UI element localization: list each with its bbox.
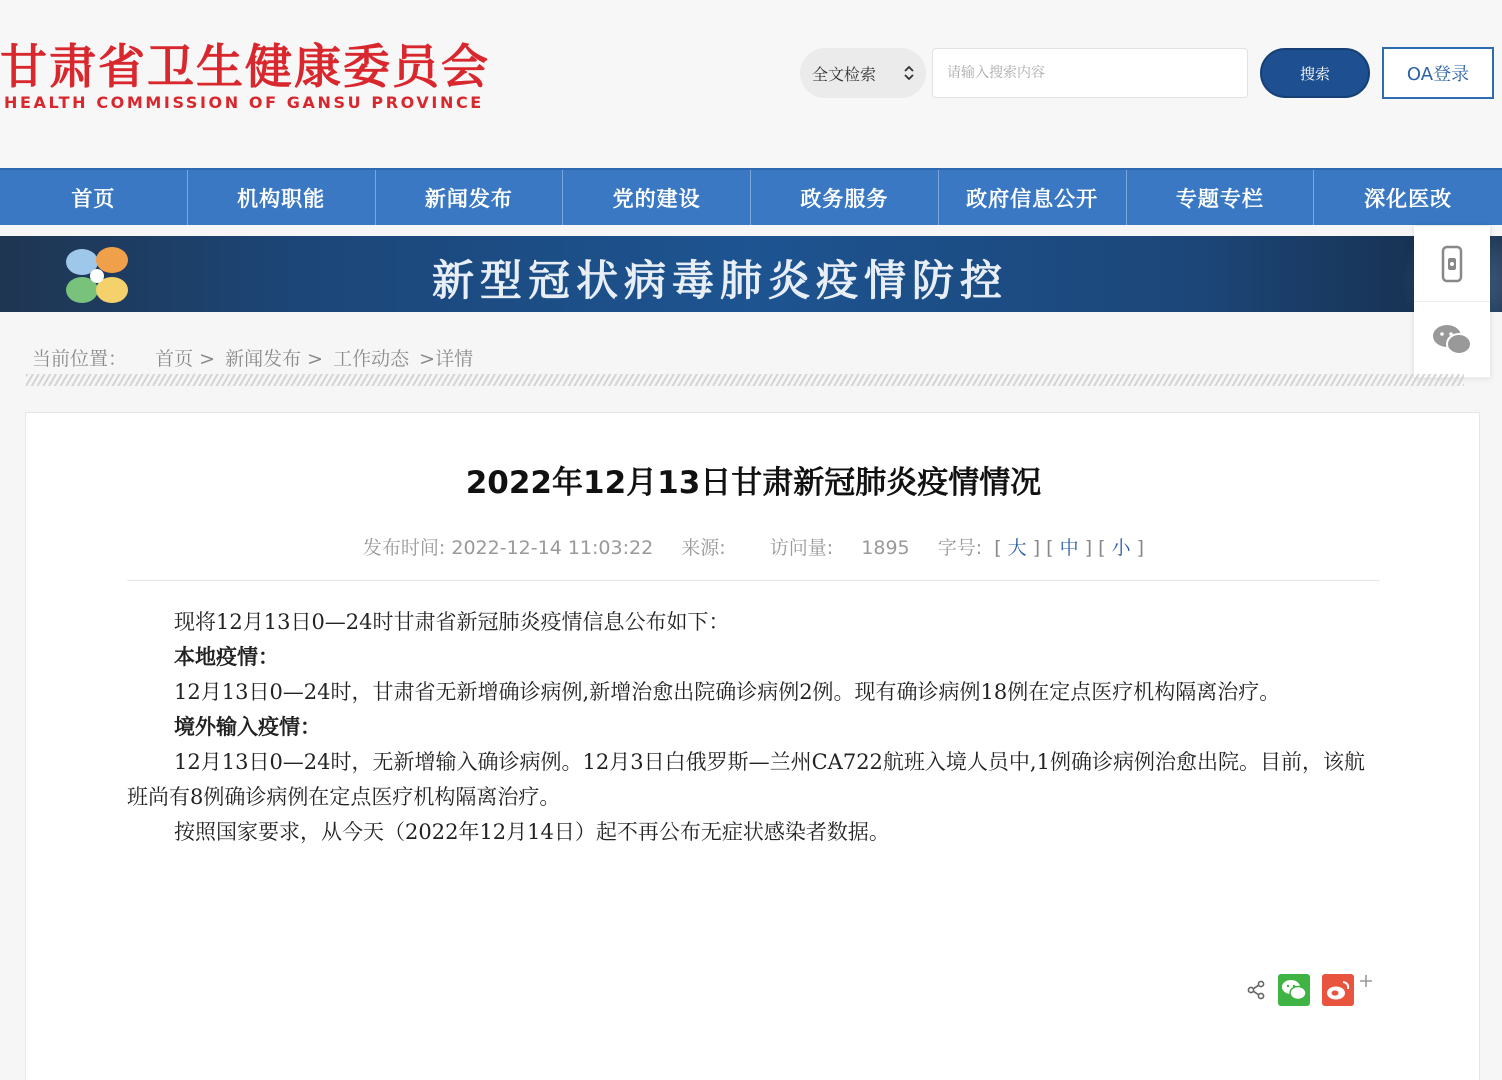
section-heading-local: 本地疫情： (174, 645, 279, 669)
search-input[interactable] (932, 48, 1248, 98)
wechat-float-button[interactable] (1414, 302, 1490, 378)
nav-item-home[interactable]: 首页 (0, 170, 188, 225)
breadcrumb-news[interactable]: 新闻发布 > (225, 348, 324, 370)
site-logo-en: HEALTH COMMISSION OF GANSU PROVINCE (4, 93, 484, 112)
section-heading-imported: 境外输入疫情： (174, 715, 321, 739)
share-bar (1234, 973, 1374, 1007)
article-paragraph: 12月13日0—24时，甘肃省无新增确诊病例,新增治愈出院确诊病例2例。现有确诊病例18例在定点医疗机构隔离治疗。 (174, 680, 1281, 704)
breadcrumb-label: 当前位置： (32, 348, 128, 370)
nav-item-topics[interactable]: 专题专栏 (1127, 170, 1315, 225)
chevron-updown-icon (902, 62, 916, 84)
nav-item-disclosure[interactable]: 政府信息公开 (939, 170, 1127, 225)
site-logo-cn[interactable]: 甘肃省卫生健康委员会 (0, 40, 490, 95)
font-size-small-button[interactable]: 小 (1111, 537, 1131, 559)
views-label: 访问量: (769, 537, 834, 559)
weibo-share-icon[interactable] (1322, 974, 1354, 1006)
search-scope-select[interactable] (800, 48, 926, 98)
article-paragraph: 按照国家要求，从今天（2022年12月14日）起不再公布无症状感染者数据。 (174, 820, 890, 844)
views-count: 1895 (861, 537, 910, 559)
breadcrumb (32, 344, 477, 371)
mobile-version-button[interactable] (1414, 226, 1490, 302)
more-share-icon[interactable] (1358, 973, 1374, 989)
mobile-icon (1438, 244, 1466, 284)
main-nav (0, 168, 1502, 225)
breadcrumb-divider (26, 374, 1464, 386)
article-meta: 发布时间: 2022-12-14 11:03:22 来源: 访问量: 1895 字号: [ 大 ] [ 中 ] [ 小 ] (362, 537, 1145, 559)
breadcrumb-home[interactable]: 首页 > (155, 348, 216, 370)
publish-time-label: 发布时间: (362, 537, 446, 559)
article-title: 2022年12月13日甘肃新冠肺炎疫情情况 (465, 465, 1042, 501)
nav-item-institution[interactable]: 机构职能 (188, 170, 376, 225)
article-container (25, 412, 1480, 1080)
nav-item-party[interactable]: 党的建设 (563, 170, 751, 225)
search-scope-label: 全文检索 (812, 64, 877, 84)
banner-title: 新型冠状病毒肺炎疫情防控 (431, 256, 1008, 305)
breadcrumb-work[interactable]: 工作动态 (333, 348, 410, 370)
wechat-share-icon[interactable] (1278, 974, 1310, 1006)
article-paragraph: 现将12月13日0—24时甘肃省新冠肺炎疫情信息公布如下： (174, 610, 730, 634)
publish-time: 2022-12-14 11:03:22 (451, 537, 654, 559)
site-header (0, 0, 1502, 168)
font-size-label: 字号: (937, 537, 983, 559)
share-icon[interactable] (1246, 980, 1266, 1000)
wechat-icon (1431, 322, 1473, 358)
covid-banner[interactable] (0, 236, 1502, 312)
article-paragraph: 12月13日0—24时，无新增输入确诊病例。12月3日白俄罗斯—兰州CA722航班入境人员中,1例确诊病例治愈出院。目前，该航班尚有8例确诊病例在定点医疗机构隔离治疗。 (127, 750, 1365, 809)
oa-login-button[interactable]: OA登录 (1382, 47, 1494, 99)
breadcrumb-detail: >详情 (419, 348, 474, 370)
font-size-medium-button[interactable]: 中 (1059, 537, 1079, 559)
font-size-large-button[interactable]: 大 (1007, 537, 1027, 559)
meta-divider (127, 580, 1380, 581)
search-button[interactable]: 搜索 (1260, 48, 1370, 98)
floating-share-panel (1414, 226, 1490, 378)
article-body (127, 605, 1380, 850)
source-label: 来源: (681, 537, 726, 559)
nav-item-news[interactable]: 新闻发布 (376, 170, 564, 225)
nav-item-services[interactable]: 政务服务 (751, 170, 939, 225)
nav-item-reform[interactable]: 深化医改 (1364, 186, 1453, 211)
